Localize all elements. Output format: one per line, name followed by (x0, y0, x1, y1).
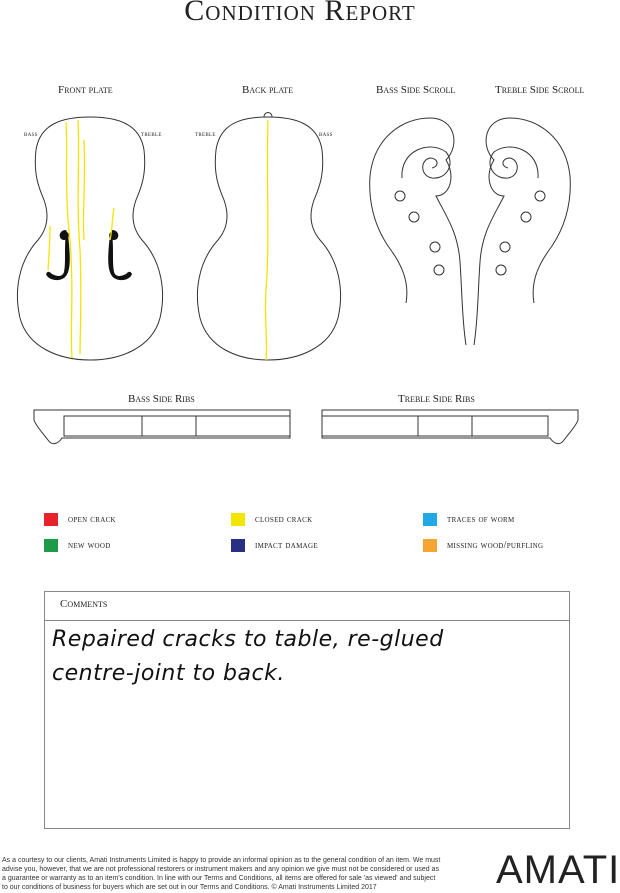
new-wood-swatch (44, 539, 58, 552)
legend-label: closed crack (255, 514, 313, 525)
closed-crack-swatch (231, 513, 245, 526)
missing-wood-swatch (423, 539, 437, 552)
legend-label: missing wood/purfling (447, 540, 544, 551)
legend-traces-of-worm (423, 513, 515, 526)
open-crack-swatch (44, 513, 58, 526)
front-crack-marks (48, 120, 114, 358)
front-bass-label: bass (24, 130, 38, 138)
back-plate-caption: Back plate (242, 84, 293, 96)
back-bass-label: bass (319, 130, 333, 138)
bass-side-ribs-outline (34, 410, 290, 444)
traces-of-worm-swatch (423, 513, 437, 526)
legend-label: open crack (68, 514, 116, 525)
front-plate-caption: Front plate (58, 84, 113, 96)
treble-side-ribs-caption: Treble Side Ribs (398, 393, 475, 405)
page-title: Condition Report (184, 0, 416, 27)
comments-header (44, 591, 570, 621)
legend-new-wood (44, 539, 111, 552)
legend-closed-crack (231, 513, 312, 526)
legend-label: traces of worm (447, 514, 515, 525)
treble-scroll-outline (474, 118, 570, 345)
bass-side-ribs-caption: Bass Side Ribs (128, 393, 195, 405)
treble-side-scroll-caption: Treble Side Scroll (495, 84, 585, 96)
impact-damage-swatch (231, 539, 245, 552)
legend-impact-damage (231, 539, 318, 552)
f-hole-right (108, 230, 132, 280)
back-crack-marks (265, 120, 268, 360)
back-plate-outline (197, 113, 340, 361)
bass-side-scroll-caption: Bass Side Scroll (376, 84, 456, 96)
comment-line-2: centre-joint to back. (52, 661, 285, 686)
footer-disclaimer: As a courtesy to our clients, Amati Instruments Limited is happy to provide an informal opinion as to the general condition of an item. We must advise you, however, that we are not professional restorers or instrument makers and any opinion we give must not be considered or used as a guarantee or warranty as to an item's condition. In line with our Terms and Conditions, all items are offered for sale 'as viewed' and subject to our conditions of business for buyers which are set out in our Terms and Conditions. © Amati Instruments Limited 2017 (2, 857, 441, 891)
bass-scroll-outline (370, 118, 466, 345)
front-plate-outline (17, 117, 162, 360)
brand-logo: AMATI (496, 848, 620, 892)
legend-missing-wood-purfling (423, 539, 543, 552)
legend-open-crack (44, 513, 116, 526)
comment-line-1: Repaired cracks to table, re-glued (52, 627, 444, 652)
legend-label: new wood (68, 540, 111, 551)
legend-label: impact damage (255, 540, 318, 551)
treble-side-ribs-outline (322, 410, 578, 444)
back-treble-label: treble (195, 130, 216, 138)
front-treble-label: treble (141, 130, 162, 138)
comments-label: Comments (60, 598, 108, 610)
